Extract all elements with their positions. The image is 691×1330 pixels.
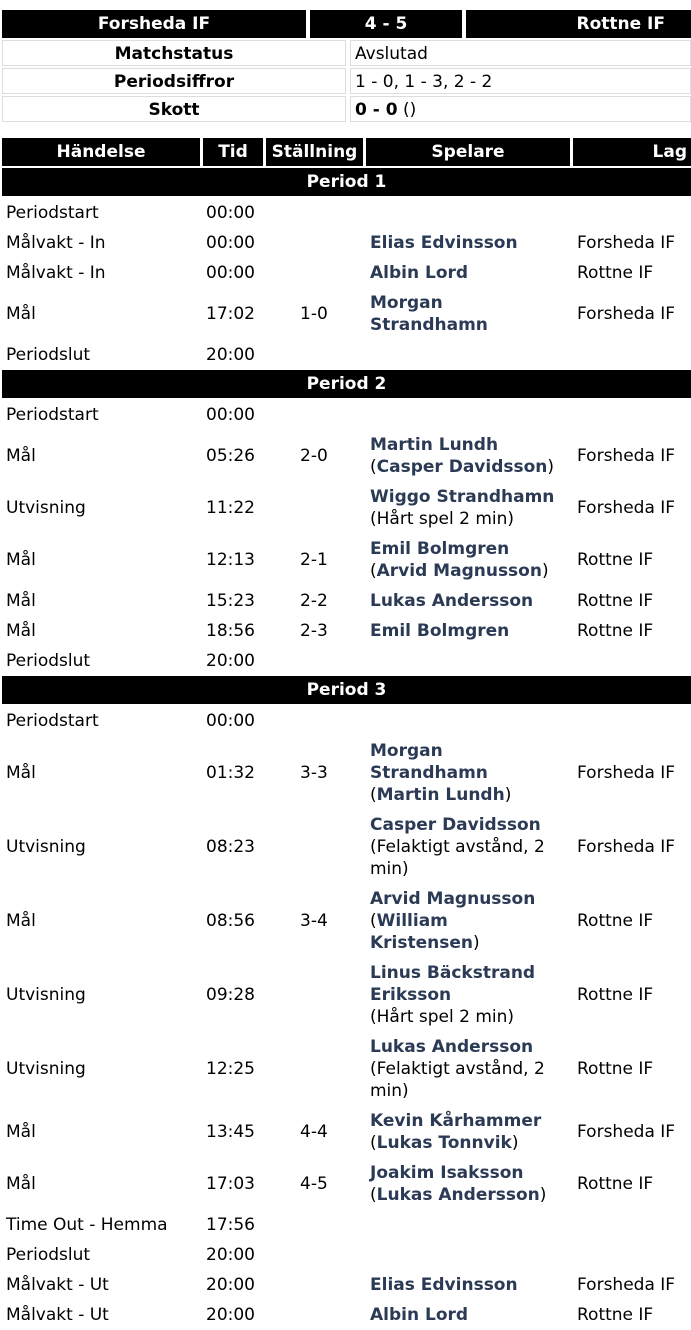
- event-team: Forsheda IF: [577, 446, 676, 466]
- event-row: [0, 198, 691, 228]
- player-note: (Felaktigt avstånd, 2: [370, 837, 545, 857]
- event-row: [0, 288, 691, 340]
- event-time: 01:32: [206, 763, 255, 783]
- event-type: Mål: [6, 550, 36, 570]
- event-team: Forsheda IF: [577, 304, 676, 324]
- player-note: ): [539, 1185, 547, 1205]
- event-row: [0, 586, 691, 616]
- info-value: [350, 96, 691, 122]
- info-value: Avslutad: [350, 40, 691, 66]
- player-name[interactable]: Arvid Magnusson: [370, 889, 536, 909]
- event-row: [0, 616, 691, 646]
- col-time: Tid: [203, 138, 263, 166]
- event-row: [0, 482, 691, 534]
- player-name[interactable]: Emil Bolmgren: [370, 621, 510, 641]
- player-name[interactable]: Morgan: [370, 741, 443, 761]
- event-time: 11:22: [206, 498, 255, 518]
- player-name[interactable]: Eriksson: [370, 985, 452, 1005]
- event-time: 12:25: [206, 1059, 255, 1079]
- event-team: Rottne IF: [577, 591, 654, 611]
- event-team: [577, 646, 691, 676]
- event-player: [370, 646, 570, 676]
- event-team: Rottne IF: [577, 1305, 654, 1325]
- event-type: Utvisning: [6, 498, 86, 518]
- player-name[interactable]: Lukas Andersson: [370, 591, 534, 611]
- info-value: 1 - 0, 1 - 3, 2 - 2: [350, 68, 691, 94]
- period-header: Period 2: [2, 370, 691, 398]
- event-player: [370, 586, 570, 616]
- event-type: Målvakt - In: [6, 233, 106, 253]
- event-time: 00:00: [206, 233, 255, 253]
- event-time: 00:00: [206, 711, 255, 731]
- event-player: [370, 288, 570, 340]
- player-note: ): [504, 785, 512, 805]
- event-type: Periodstart: [6, 405, 99, 425]
- event-player: [370, 1240, 570, 1270]
- player-note: (Hårt spel 2 min): [370, 1007, 515, 1027]
- event-time: 05:26: [206, 446, 255, 466]
- event-type: Periodslut: [6, 345, 91, 365]
- event-player: [370, 534, 570, 586]
- info-label: Matchstatus: [2, 40, 346, 66]
- info-row-shots: [0, 96, 691, 122]
- event-type: Mål: [6, 1174, 36, 1194]
- match-header: [0, 10, 691, 38]
- event-time: 00:00: [206, 203, 255, 223]
- event-team: Rottne IF: [577, 911, 654, 931]
- info-label: Skott: [2, 96, 346, 122]
- player-name[interactable]: Strandhamn: [370, 315, 488, 335]
- event-row: [0, 1106, 691, 1158]
- event-player: [370, 258, 570, 288]
- event-player: [370, 616, 570, 646]
- event-time: 20:00: [206, 345, 255, 365]
- events-header: [0, 138, 691, 166]
- shots-value: 0 - 0: [355, 100, 398, 120]
- player-note: (: [370, 785, 377, 805]
- event-player: [370, 1158, 570, 1210]
- event-row: [0, 810, 691, 884]
- event-time: 20:00: [206, 1305, 255, 1325]
- event-score: 2-3: [300, 621, 328, 641]
- event-score: [300, 198, 360, 228]
- event-row: [0, 430, 691, 482]
- player-note: ): [541, 561, 549, 581]
- event-score: [300, 1240, 360, 1270]
- event-type: Mål: [6, 763, 36, 783]
- player-note: (Hårt spel 2 min): [370, 509, 515, 529]
- col-score: Ställning: [266, 138, 363, 166]
- event-row: [0, 1210, 691, 1240]
- player-name[interactable]: William: [376, 911, 448, 931]
- event-time: 20:00: [206, 1275, 255, 1295]
- event-player: [370, 736, 570, 810]
- player-name[interactable]: Kristensen: [370, 933, 474, 953]
- event-row: [0, 646, 691, 676]
- player-note: (: [370, 911, 377, 931]
- event-score: [300, 228, 360, 258]
- event-team: Forsheda IF: [577, 1122, 676, 1142]
- event-player: [370, 1106, 570, 1158]
- event-type: Mål: [6, 446, 36, 466]
- event-player: [370, 482, 570, 534]
- event-score: [300, 958, 360, 1032]
- event-team: [577, 1240, 691, 1270]
- player-name[interactable]: Martin Lundh: [370, 435, 499, 455]
- event-team: Rottne IF: [577, 263, 654, 283]
- col-event: Händelse: [2, 138, 200, 166]
- event-time: 13:45: [206, 1122, 255, 1142]
- player-name[interactable]: Lukas Andersson: [370, 1037, 534, 1057]
- event-player: [370, 884, 570, 958]
- player-note: (: [370, 1133, 377, 1153]
- player-name[interactable]: Albin Lord: [370, 263, 469, 283]
- event-score: 1-0: [300, 304, 328, 324]
- event-player: [370, 228, 570, 258]
- event-time: 09:28: [206, 985, 255, 1005]
- event-player: [370, 1210, 570, 1240]
- event-row: [0, 340, 691, 370]
- info-label: Periodsiffror: [2, 68, 346, 94]
- event-score: [300, 400, 360, 430]
- event-row: [0, 258, 691, 288]
- event-type: Målvakt - Ut: [6, 1275, 109, 1295]
- event-row: [0, 1270, 691, 1300]
- event-time: 08:23: [206, 837, 255, 857]
- event-time: 17:03: [206, 1174, 255, 1194]
- event-team: Rottne IF: [577, 985, 654, 1005]
- event-type: Målvakt - In: [6, 263, 106, 283]
- event-time: 20:00: [206, 1245, 255, 1265]
- event-type: Mål: [6, 304, 36, 324]
- event-type: Time Out - Hemma: [6, 1215, 168, 1235]
- event-time: 00:00: [206, 263, 255, 283]
- event-time: 15:23: [206, 591, 255, 611]
- event-team: Forsheda IF: [577, 763, 676, 783]
- event-row: [0, 1300, 691, 1330]
- event-time: 18:56: [206, 621, 255, 641]
- event-type: Periodslut: [6, 651, 91, 671]
- player-name[interactable]: Arvid Magnusson: [376, 561, 542, 581]
- event-type: Utvisning: [6, 837, 86, 857]
- event-score: 3-3: [300, 763, 328, 783]
- event-score: [300, 1210, 360, 1240]
- period-header: Period 3: [2, 676, 691, 704]
- event-score: 2-0: [300, 446, 328, 466]
- player-name[interactable]: Casper Davidsson: [370, 815, 541, 835]
- event-row: [0, 400, 691, 430]
- player-name[interactable]: Linus Bäckstrand: [370, 963, 536, 983]
- event-team: [577, 1210, 691, 1240]
- event-team: Rottne IF: [577, 1174, 654, 1194]
- player-name[interactable]: Wiggo Strandhamn: [370, 487, 555, 507]
- event-team: Forsheda IF: [577, 233, 676, 253]
- event-score: [300, 1270, 360, 1300]
- event-type: Periodslut: [6, 1245, 91, 1265]
- event-time: 17:02: [206, 304, 255, 324]
- event-team: [577, 706, 691, 736]
- event-team: [577, 340, 691, 370]
- player-name[interactable]: Martin Lundh: [376, 785, 505, 805]
- player-note: ): [547, 457, 555, 477]
- event-row: [0, 534, 691, 586]
- event-type: Mål: [6, 911, 36, 931]
- event-row: [0, 884, 691, 958]
- event-score: 3-4: [300, 911, 328, 931]
- event-score: 2-2: [300, 591, 328, 611]
- event-row: [0, 736, 691, 810]
- player-name[interactable]: Albin Lord: [370, 1305, 469, 1325]
- event-type: Mål: [6, 1122, 36, 1142]
- event-score: 4-5: [300, 1174, 328, 1194]
- event-player: [370, 1270, 570, 1300]
- event-type: Utvisning: [6, 1059, 86, 1079]
- player-name[interactable]: Lukas Tonnvik: [376, 1133, 512, 1153]
- period-header: Period 1: [2, 168, 691, 196]
- event-row: [0, 958, 691, 1032]
- event-team: Forsheda IF: [577, 1275, 676, 1295]
- player-name[interactable]: Elias Edvinsson: [370, 233, 518, 253]
- event-type: Mål: [6, 621, 36, 641]
- event-player: [370, 706, 570, 736]
- event-type: Periodstart: [6, 711, 99, 731]
- event-score: [300, 340, 360, 370]
- match-score: 4 - 5: [310, 10, 462, 38]
- col-player: Spelare: [366, 138, 570, 166]
- event-row: [0, 1158, 691, 1210]
- event-row: [0, 706, 691, 736]
- event-score: 2-1: [300, 550, 328, 570]
- event-player: [370, 340, 570, 370]
- event-player: [370, 400, 570, 430]
- event-score: [300, 1032, 360, 1106]
- event-player: [370, 810, 570, 884]
- player-note: (: [370, 1185, 377, 1205]
- event-score: [300, 1300, 360, 1330]
- event-player: [370, 958, 570, 1032]
- player-note: (: [370, 457, 377, 477]
- event-score: [300, 646, 360, 676]
- player-name[interactable]: Kevin Kårhammer: [370, 1111, 542, 1131]
- event-score: 4-4: [300, 1122, 328, 1142]
- event-player: [370, 198, 570, 228]
- event-time: 12:13: [206, 550, 255, 570]
- event-team: [577, 198, 691, 228]
- player-name[interactable]: Casper Davidsson: [376, 457, 548, 477]
- player-note: min): [370, 859, 409, 879]
- event-team: Rottne IF: [577, 550, 654, 570]
- event-type: Utvisning: [6, 985, 86, 1005]
- event-row: [0, 1240, 691, 1270]
- player-note: (: [370, 561, 377, 581]
- player-name[interactable]: Strandhamn: [370, 763, 488, 783]
- event-score: [300, 482, 360, 534]
- event-row: [0, 228, 691, 258]
- event-type: Periodstart: [6, 203, 99, 223]
- col-team: Lag: [573, 138, 691, 166]
- event-team: Rottne IF: [577, 621, 654, 641]
- event-time: 08:56: [206, 911, 255, 931]
- player-note: (Felaktigt avstånd, 2: [370, 1059, 545, 1079]
- player-note: ): [473, 933, 480, 953]
- event-time: 17:56: [206, 1215, 255, 1235]
- player-note: min): [370, 1081, 409, 1101]
- event-score: [300, 810, 360, 884]
- event-team: Forsheda IF: [577, 837, 676, 857]
- player-name[interactable]: Lukas Andersson: [376, 1185, 540, 1205]
- info-row-periods: [0, 68, 691, 94]
- event-type: Mål: [6, 591, 36, 611]
- event-time: 20:00: [206, 651, 255, 671]
- event-row: [0, 1032, 691, 1106]
- event-time: 00:00: [206, 405, 255, 425]
- event-score: [300, 258, 360, 288]
- shots-extra: (): [397, 100, 417, 120]
- event-type: Målvakt - Ut: [6, 1305, 109, 1325]
- home-team: Forsheda IF: [2, 10, 306, 38]
- player-name[interactable]: Joakim Isaksson: [370, 1163, 524, 1183]
- player-note: ): [511, 1133, 519, 1153]
- event-player: [370, 1032, 570, 1106]
- info-row-status: [0, 40, 691, 66]
- event-score: [300, 706, 360, 736]
- event-player: [370, 430, 570, 482]
- event-team: Forsheda IF: [577, 498, 676, 518]
- player-name[interactable]: Emil Bolmgren: [370, 539, 510, 559]
- event-team: [577, 400, 691, 430]
- event-team: Rottne IF: [577, 1059, 654, 1079]
- event-player: [370, 1300, 570, 1330]
- player-name[interactable]: Elias Edvinsson: [370, 1275, 518, 1295]
- player-name[interactable]: Morgan: [370, 293, 443, 313]
- away-team: Rottne IF: [466, 10, 691, 38]
